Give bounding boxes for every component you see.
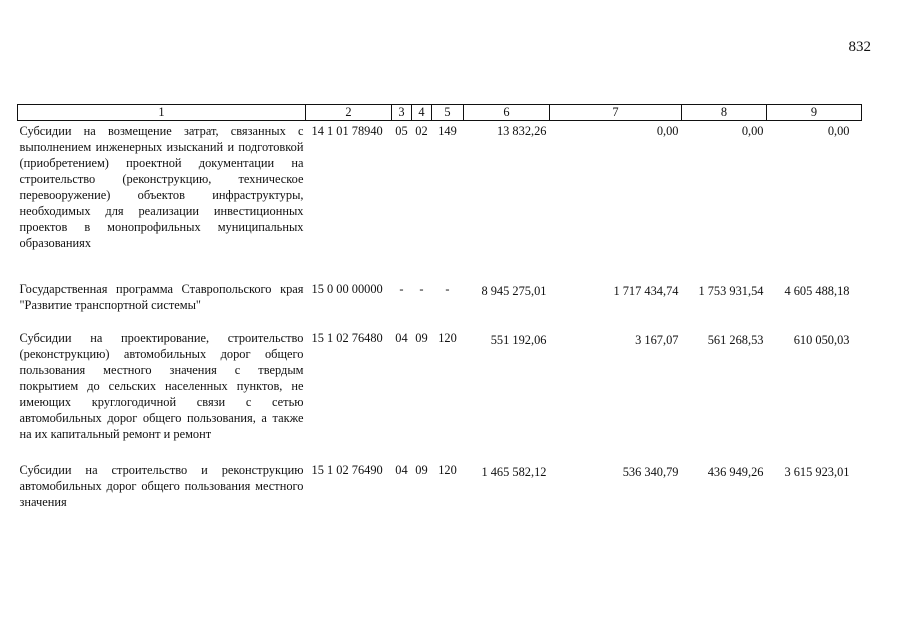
column-header-8: 8 bbox=[682, 105, 767, 121]
column-header-6: 6 bbox=[464, 105, 550, 121]
header-row bbox=[18, 105, 862, 121]
column-header-3: 3 bbox=[392, 105, 412, 121]
row-expense-type: 120 bbox=[438, 463, 457, 477]
column-header-9: 9 bbox=[767, 105, 862, 121]
row-section: 04 bbox=[395, 331, 408, 345]
row-expense-type: 149 bbox=[438, 124, 457, 138]
row-code: 14 1 01 78940 bbox=[311, 124, 383, 138]
row-value-9: 3 615 923,01 bbox=[784, 465, 850, 479]
row-section: 04 bbox=[395, 463, 408, 477]
table-row bbox=[18, 121, 862, 274]
column-header-2: 2 bbox=[306, 105, 392, 121]
row-expense-type: - bbox=[445, 282, 450, 296]
row-description: Государственная программа Ставропольского края "Развитие транспортной системы" bbox=[19, 282, 304, 312]
row-subsection: 02 bbox=[415, 124, 428, 138]
column-header-7: 7 bbox=[550, 105, 682, 121]
row-value-6: 551 192,06 bbox=[490, 333, 547, 347]
row-value-6: 1 465 582,12 bbox=[481, 465, 547, 479]
row-code: 15 0 00 00000 bbox=[311, 282, 383, 296]
row-value-9: 0,00 bbox=[827, 124, 850, 138]
row-value-8: 0,00 bbox=[741, 124, 764, 138]
row-value-6: 8 945 275,01 bbox=[481, 284, 547, 298]
row-code: 15 1 02 76480 bbox=[311, 331, 383, 345]
row-value-7: 0,00 bbox=[656, 124, 679, 138]
row-description: Субсидии на строительство и реконструкцию автомобильных дорог общего пользования местного значения bbox=[19, 463, 304, 509]
page-number: 832 bbox=[848, 39, 871, 55]
row-expense-type: 120 bbox=[438, 331, 457, 345]
row-value-7: 1 717 434,74 bbox=[613, 284, 679, 298]
row-value-8: 436 949,26 bbox=[707, 465, 764, 479]
row-value-9: 610 050,03 bbox=[793, 333, 850, 347]
row-value-7: 536 340,79 bbox=[622, 465, 679, 479]
column-header-4: 4 bbox=[412, 105, 432, 121]
row-description: Субсидии на возмещение затрат, связанных с выполнением инженерных изысканий и подготовкой (приобретением) проектной документации на строительство (реконструкцию, техническое перевооружение) объектов инфраструктуры, необходимых для реализации инвестиционных проектов в монопрофильных муниципальных образованиях bbox=[19, 124, 304, 250]
row-description: Субсидии на проектирование, строительство (реконструкцию) автомобильных дорог общего пользования местного значения с твердым покрытием до сельских населенных пунктов, не имеющих круглогодичной связи с сетью автомобильных дорог общего пользования, а также на их капитальный ремонт и ремонт bbox=[19, 331, 304, 441]
row-value-9: 4 605 488,18 bbox=[784, 284, 850, 298]
row-value-7: 3 167,07 bbox=[635, 333, 679, 347]
table-row bbox=[18, 330, 862, 462]
row-value-8: 1 753 931,54 bbox=[698, 284, 764, 298]
row-subsection: 09 bbox=[415, 463, 428, 477]
budget-table bbox=[17, 104, 862, 514]
row-value-8: 561 268,53 bbox=[707, 333, 764, 347]
row-section: - bbox=[399, 282, 404, 296]
column-header-5: 5 bbox=[432, 105, 464, 121]
row-subsection: - bbox=[419, 282, 424, 296]
row-subsection: 09 bbox=[415, 331, 428, 345]
table-row bbox=[18, 462, 862, 514]
row-value-6: 13 832,26 bbox=[496, 124, 547, 138]
column-header-1: 1 bbox=[18, 105, 306, 121]
table-row bbox=[18, 273, 862, 330]
row-code: 15 1 02 76490 bbox=[311, 463, 383, 477]
row-section: 05 bbox=[395, 124, 408, 138]
